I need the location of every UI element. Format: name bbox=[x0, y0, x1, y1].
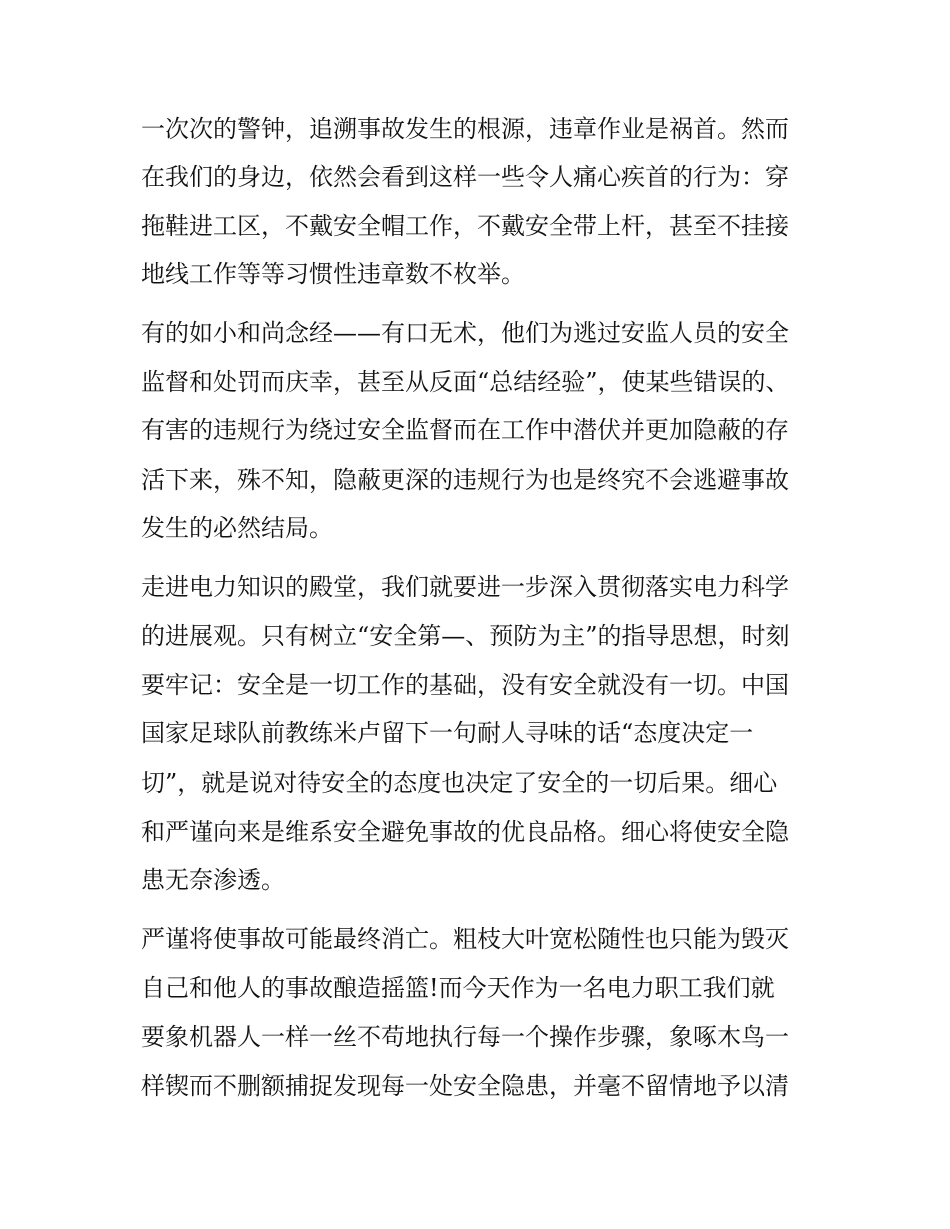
text-line: 国家足球队前教练米卢留下一句耐人寻味的话“态度决定一 bbox=[141, 719, 754, 747]
text-line: 发生的必然结局。 bbox=[141, 514, 333, 542]
text-line: 拖鞋进工区，不戴安全帽工作，不戴安全带上杆，甚至不挂接 bbox=[141, 212, 789, 240]
text-line: 切”，就是说对待安全的态度也决定了安全的一切后果。细心 bbox=[141, 769, 778, 797]
text-line: 样锲而不删额捕捉发现每一处安全隐患，并毫不留情地予以清 bbox=[141, 1072, 789, 1100]
text-line: 有害的违规行为绕过安全监督而在工作中潜伏并更加隐蔽的存 bbox=[141, 416, 789, 444]
text-line: 有的如小和尚念经——有口无术，他们为逃过安监人员的安全 bbox=[141, 319, 789, 347]
text-line: 在我们的身边，依然会看到这样一些令人痛心疾首的行为：穿 bbox=[141, 163, 789, 191]
text-line: 监督和处罚而庆幸，甚至从反面“总结经验”，使某些错误的、 bbox=[141, 368, 790, 396]
text-line: 活下来，殊不知，隐蔽更深的违规行为也是终究不会逃避事故 bbox=[141, 466, 789, 494]
text-line: 地线工作等等习惯性违章数不枚举。 bbox=[141, 260, 525, 288]
text-line: 一次次的警钟，追溯事故发生的根源，违章作业是祸首。然而 bbox=[141, 115, 789, 143]
text-line: 要牢记：安全是一切工作的基础，没有安全就没有一切。中国 bbox=[141, 671, 789, 699]
text-line: 走进电力知识的殿堂，我们就要进一步深入贯彻落实电力科学 bbox=[141, 573, 789, 601]
text-line: 的进展观。只有树立“安全第—、预防为主”的指导思想，时刻 bbox=[141, 622, 790, 650]
text-line: 要象机器人一样一丝不苟地执行每一个操作步骤，象啄木鸟一 bbox=[141, 1023, 789, 1051]
text-line: 自己和他人的事故酿造摇篮!而今天作为一名电力职工我们就 bbox=[141, 974, 775, 1002]
text-line: 严谨将使事故可能最终消亡。粗枝大叶宽松随性也只能为毁灭 bbox=[141, 925, 789, 953]
text-line: 患无奈渗透。 bbox=[141, 866, 285, 894]
text-line: 和严谨向来是维系安全避免事故的优良品格。细心将使安全隐 bbox=[141, 818, 789, 846]
